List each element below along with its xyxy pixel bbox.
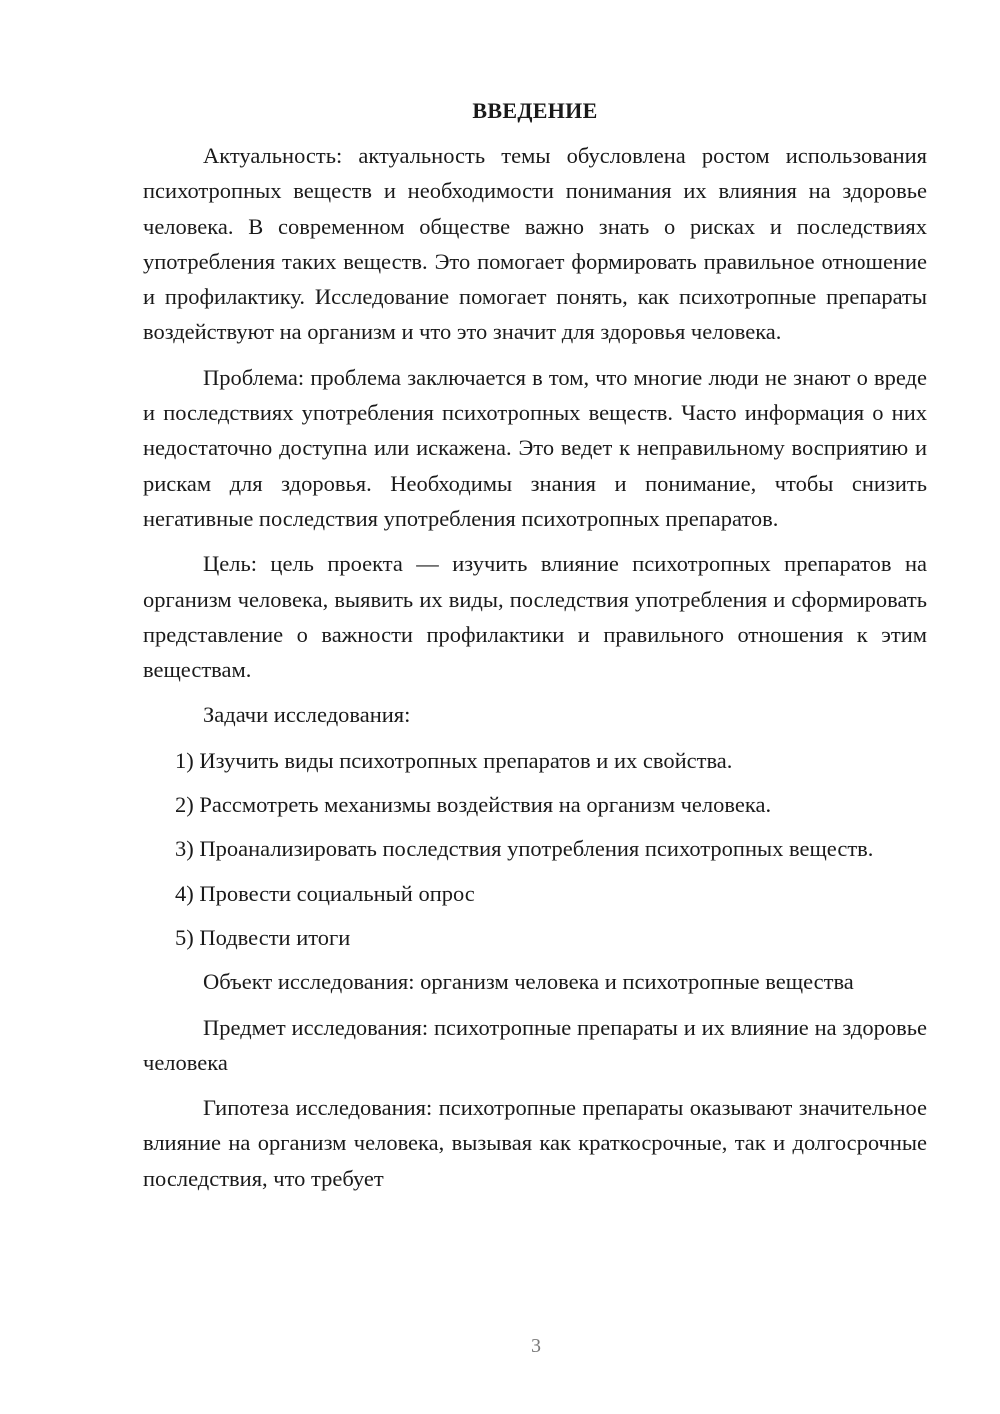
task-item: 3) Проанализировать последствия употребления психотропных веществ.	[175, 836, 874, 862]
tasks-heading: Задачи исследования:	[203, 702, 411, 728]
task-item: 5) Подвести итоги	[175, 924, 351, 950]
subject-paragraph: Предмет исследования: психотропные препараты и их влияние на здоровье человека	[143, 1014, 927, 1075]
page-content	[143, 96, 927, 1206]
task-item: 4) Провести социальный опрос	[175, 880, 475, 906]
section-title: ВВЕДЕНИЕ	[472, 98, 598, 123]
object-paragraph: Объект исследования: организм человека и психотропные вещества	[203, 969, 854, 995]
hypothesis-paragraph: Гипотеза исследования: психотропные препараты оказывают значительное влияние на организм человека, вызывая как краткосрочные, так и долгосрочные последствия, что требует	[143, 1095, 927, 1191]
task-item: 2) Рассмотреть механизмы воздействия на организм человека.	[175, 792, 772, 818]
page-number: 3	[531, 1335, 541, 1357]
relevance-paragraph: Актуальность: актуальность темы обусловлена ростом использования психотропных веществ и необходимости понимания их влияния на здоровье человека. В современном обществе важно знать о рисках и последствиях употребления таких веществ. Это помогает формировать правильное отношение и профилактику. Исследование помогает понять, как психотропные препараты воздействуют на организм и что это значит для здоровья человека.	[143, 143, 927, 345]
task-item: 1) Изучить виды психотропных препаратов и их свойства.	[175, 747, 733, 773]
problem-paragraph: Проблема: проблема заключается в том, что многие люди не знают о вреде и последствиях употребления психотропных веществ. Часто информация о них недостаточно доступна или искажена. Это ведет к неправильному восприятию и рискам для здоровья. Необходимы знания и понимание, чтобы снизить негативные последствия употребления психотропных препаратов.	[143, 364, 927, 531]
goal-paragraph: Цель: цель проекта — изучить влияние психотропных препаратов на организм человека, выявить их виды, последствия употребления и сформировать представление о важности профилактики и правильного отношения к этим веществам.	[143, 551, 927, 683]
tasks-list	[143, 743, 927, 955]
